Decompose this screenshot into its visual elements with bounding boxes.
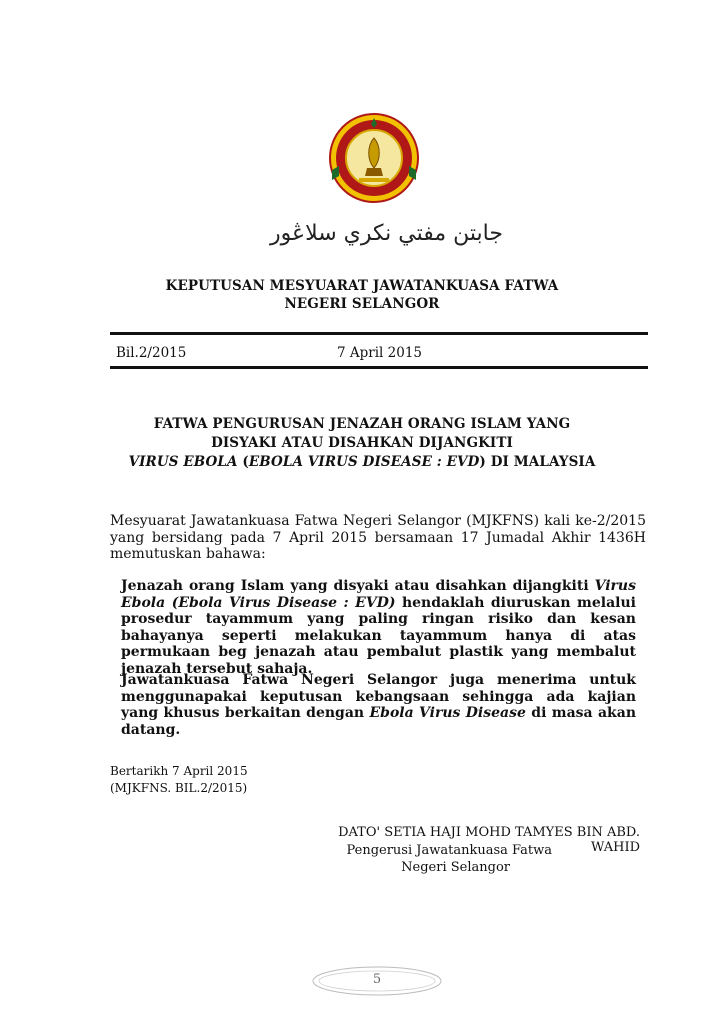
decision2-text-a: Jawatankuasa Fatwa Negeri Selangor juga menerima untuk menggunapakai keputusan kebangsaan sehingga ada kajian yang khusus berkaitan dengan [121, 672, 636, 721]
decision1-italic: Virus Ebola (Ebola Virus Disease : EVD) [121, 578, 636, 611]
fatwa-title-line1: FATWA PENGURUSAN JENAZAH ORANG ISLAM YANG [153, 416, 571, 432]
selangor-seal-icon [329, 110, 419, 206]
divider-bottom [110, 366, 648, 369]
decision1-text-b: hendaklah diuruskan melalui prosedur tayammum yang paling ringan risiko dan kesan bahayanya seperti melakukan tayammum hanya di atas permukaan beg jenazah atau pembalut plastik yang membalut jenazah tersebut sahaja. [121, 594, 636, 677]
decision2-italic: Ebola Virus Disease [369, 705, 526, 721]
divider-top [110, 332, 648, 335]
dated-line: Bertarikh 7 April 2015 [110, 764, 248, 778]
document-title-line1: KEPUTUSAN MESYUARAT JAWATANKUASA FATWA [165, 278, 559, 294]
intro-paragraph: Mesyuarat Jawatankuasa Fatwa Negeri Selangor (MJKFNS) kali ke-2/2015 yang bersidang pada 7 April 2015 bersamaan 17 Jumadal Akhir 1436H memutuskan bahawa: [110, 513, 646, 562]
jawi-calligraphy-logo: جابتن مفتي نکري سلاڠور [270, 221, 503, 246]
decision-paragraph-1 [121, 578, 636, 677]
reference-code: (MJKFNS. BIL.2/2015) [110, 781, 248, 795]
decision1-text-a: Jenazah orang Islam yang disyaki atau disahkan dijangkiti [121, 578, 595, 594]
decision2-text-b: di masa akan datang. [121, 705, 637, 738]
reference-number: Bil.2/2015 [116, 345, 187, 361]
decision-paragraph-2 [121, 672, 636, 738]
signatory-position-2: Negeri Selangor [401, 860, 510, 875]
meeting-date: 7 April 2015 [337, 345, 423, 361]
signatory-name: DATO' SETIA HAJI MOHD TAMYES BIN ABD. WAHID [338, 825, 640, 855]
fatwa-title-line3 [0, 454, 724, 470]
fatwa-title-italic-disease: EBOLA VIRUS DISEASE : EVD [248, 454, 480, 470]
document-title-line2: NEGERI SELANGOR [284, 296, 440, 312]
signatory-position-1: Pengerusi Jawatankuasa Fatwa [346, 843, 552, 858]
fatwa-title-text-b: ) DI MALAYSIA [479, 454, 596, 470]
fatwa-title-italic-virus: VIRUS EBOLA [128, 454, 238, 470]
fatwa-title-text-a: ( [237, 454, 249, 470]
fatwa-title-line2: DISYAKI ATAU DISAHKAN DIJANGKITI [211, 435, 513, 451]
page-number: 5 [372, 972, 382, 987]
